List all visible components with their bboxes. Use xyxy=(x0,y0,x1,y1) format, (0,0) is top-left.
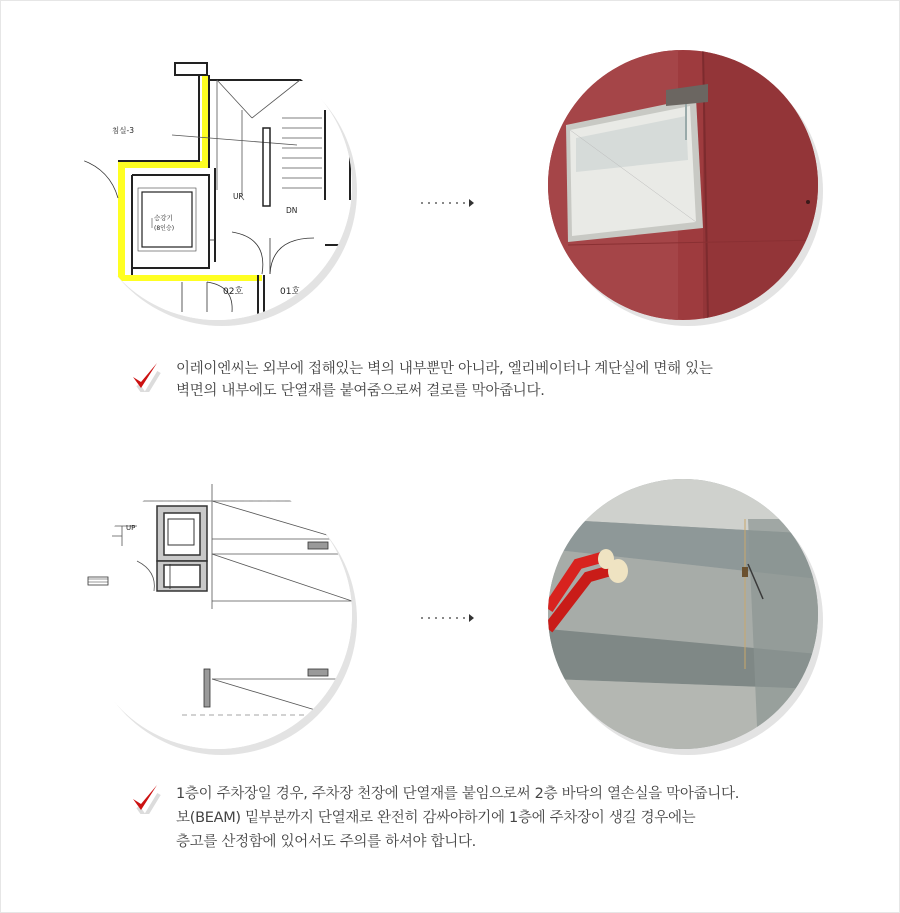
checkmark-icon xyxy=(130,360,162,392)
elevator-capacity-label: (8인승) xyxy=(154,225,175,232)
room-label: 침실-3 xyxy=(112,126,134,135)
elevator-label: 승강기 xyxy=(154,214,173,222)
note-line: 벽면의 내부에도 단열재를 붙여줌으로써 결로를 막아줍니다. xyxy=(176,383,545,399)
parking-ceiling-photo-graphic xyxy=(548,479,818,749)
stair-down-label: DN xyxy=(286,206,298,215)
note-line: 1층이 주차장일 경우, 주차장 천장에 단열재를 붙임으로써 2층 바닥의 열손실을 막아줍니다. xyxy=(176,786,740,802)
note-line: 층고를 산정함에 있어서도 주의를 하셔야 합니다. xyxy=(176,834,476,850)
dotted-arrow-icon xyxy=(420,612,476,624)
dotted-arrow-icon xyxy=(420,197,476,209)
stair-up-label: UP xyxy=(233,192,244,201)
red-wall-photo xyxy=(548,50,818,320)
parking-plan-image xyxy=(82,479,352,749)
unit-02-label: 02호 xyxy=(223,287,244,297)
unit-01-label: 01호 xyxy=(280,287,301,297)
floor-plan-elevator-drawing xyxy=(82,50,352,320)
parking-ceiling-photo xyxy=(548,479,818,749)
floor-plan-elevator-image xyxy=(82,50,352,320)
note-line: 보(BEAM) 밑부분까지 단열재로 완전히 감싸야하기에 1층에 주차장이 생길 경우에는 xyxy=(176,810,696,826)
stair-up-label: UP xyxy=(126,524,136,532)
red-wall-photo-graphic xyxy=(548,50,818,320)
checkmark-icon xyxy=(130,782,162,814)
parking-plan-drawing xyxy=(82,479,352,749)
note-line: 이레이엔씨는 외부에 접해있는 벽의 내부뿐만 아니라, 엘리베이터나 계단실에 면해 있는 xyxy=(176,361,713,377)
